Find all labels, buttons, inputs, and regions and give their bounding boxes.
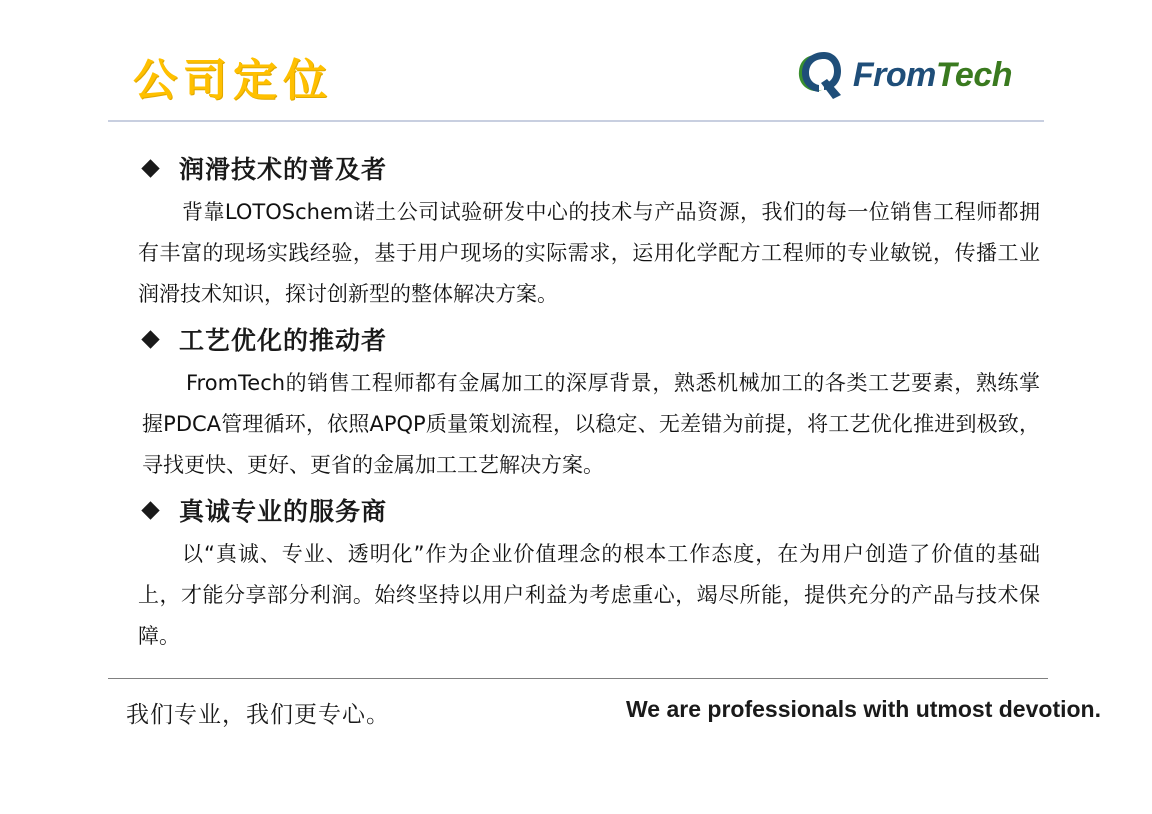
footer-slogan-chinese: 我们专业，我们更专心。 [126, 702, 390, 728]
section-2-heading: 工艺优化的推动者 [179, 326, 388, 355]
diamond-bullet-icon [141, 330, 159, 348]
slide-body [108, 150, 1048, 663]
diamond-bullet-icon [141, 501, 159, 519]
header-divider [108, 120, 1044, 122]
company-logo [793, 48, 1012, 102]
diamond-bullet-icon [141, 159, 159, 177]
section-1 [108, 150, 1048, 315]
logo-text-from: From [852, 55, 936, 94]
page-title: 公司定位 [133, 55, 333, 106]
logo-text-tech: Tech [935, 55, 1012, 94]
logo-wordmark [853, 56, 1012, 95]
slide-footer [108, 690, 1101, 740]
section-1-body: 背靠LOTOSchem诺土公司试验研发中心的技术与产品资源，我们的每一位销售工程师都拥有丰富的现场实践经验，基于用户现场的实际需求，运用化学配方工程师的专业敏锐，传播工业润滑技术知识，探讨创新型的整体解决方案。 [138, 200, 1040, 306]
footer-slogan-english: We are professionals with utmost devotion. [626, 696, 1101, 722]
section-2-heading-row [108, 321, 1048, 357]
section-1-heading-row [108, 150, 1048, 186]
footer-divider [108, 678, 1048, 679]
section-3-heading: 真诚专业的服务商 [179, 497, 388, 526]
slide-header [0, 0, 1152, 120]
section-1-heading: 润滑技术的普及者 [179, 155, 388, 184]
section-3-heading-row [108, 492, 1048, 528]
section-2-body: FromTech的销售工程师都有金属加工的深厚背景，熟悉机械加工的各类工艺要素，熟练掌握PDCA管理循环，依照APQP质量策划流程，以稳定、无差错为前提，将工艺优化推进到极致，寻找更快、更好、更省的金属加工工艺解决方案。 [142, 371, 1040, 477]
section-2 [108, 321, 1048, 486]
section-3 [108, 492, 1048, 657]
section-3-body: 以“真诚、专业、透明化”作为企业价值理念的根本工作态度，在为用户创造了价值的基础上，才能分享部分利润。始终坚持以用户利益为考虑重心，竭尽所能，提供充分的产品与技术保障。 [138, 542, 1040, 648]
q-swoosh-logo-icon [793, 49, 849, 101]
